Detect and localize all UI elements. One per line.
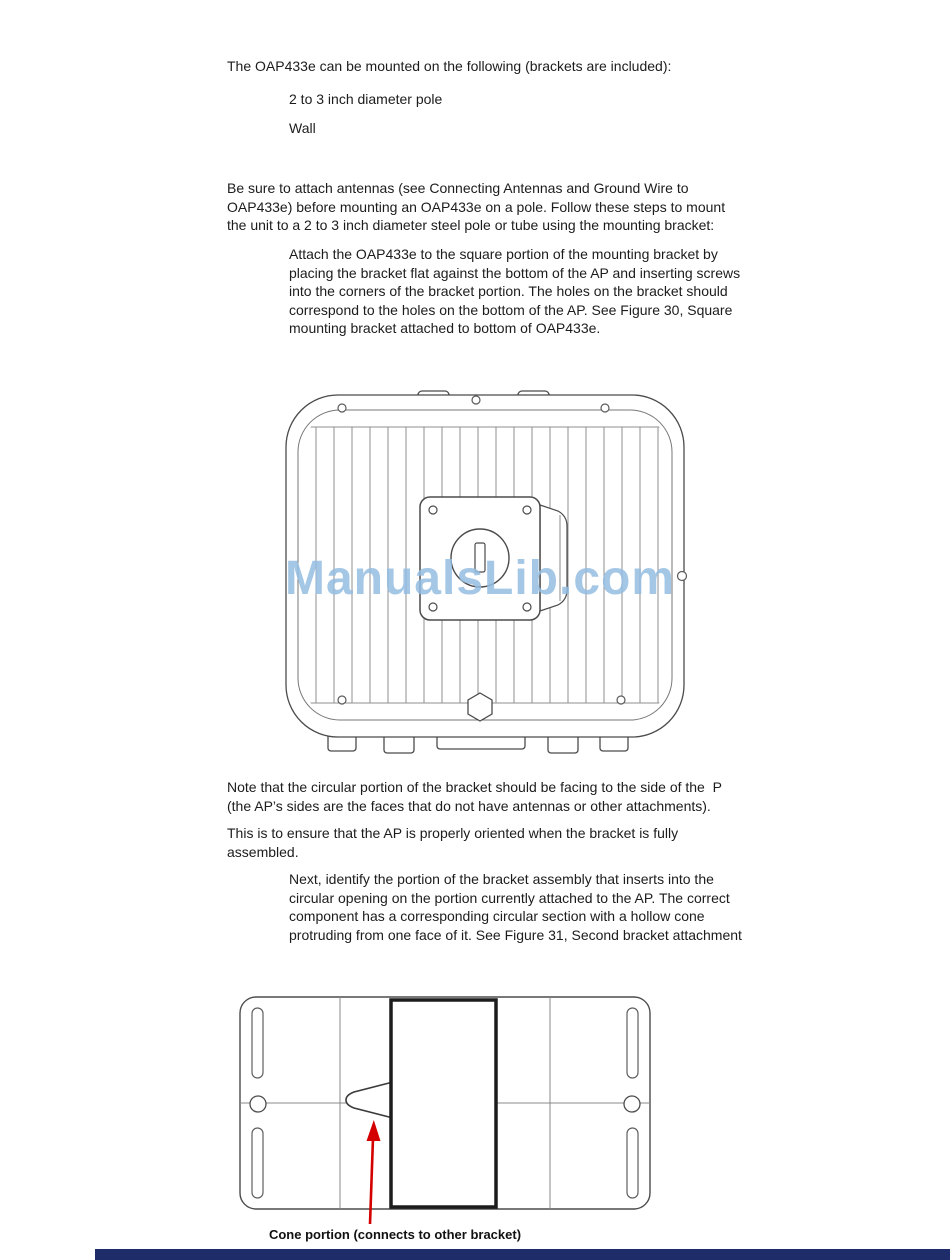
intro-text [227,57,671,76]
plate-screw-bl [429,603,437,611]
pivot-hole-left [250,1096,266,1112]
step-identify-bracket: Next, identify the portion of the bracket assembly that inserts into the circular opening on the portion currently attached to the AP. The correct component has a corresponding circular section with a hollow cone protruding from one face of it. See Figure 31, Second bracket attachment [289,871,742,943]
center-bracket-section [391,1000,496,1207]
manualslib-watermark: ManualsLib.com [284,552,676,605]
pivot-hole-right [624,1096,640,1112]
figure-30-square-bracket-diagram [270,385,700,760]
footer-accent-bar [95,1249,950,1260]
list-item-pole: 2 to 3 inch diameter pole [289,91,443,107]
hex-plug [468,693,492,721]
plate-screw-br [523,603,531,611]
intro-line: The OAP433e can be mounted on the following (brackets are included): [227,58,672,74]
bottom-foot-3 [548,735,578,753]
para-orientation: This is to ensure that the AP is properly oriented when the bracket is fully assembled. [227,825,679,860]
para-pole-mounting: Be sure to attach antennas (see Connecting Antennas and Ground Wire to OAP433e) before mounting an OAP433e on a pole. Follow these steps to mount the unit to a 2 to 3 inch diameter steel pole or tube using the mounting bracket: [227,180,726,234]
bracket-center-key [475,543,485,572]
list-item-wall: Wall [289,120,316,136]
square-mounting-plate [420,497,540,620]
plate-screw-tr [523,506,531,514]
plate-screw-tl [429,506,437,514]
figure-31-second-bracket-diagram [225,988,665,1233]
bottom-foot-2 [384,735,414,753]
step-attach-bracket: Attach the OAP433e to the square portion of the mounting bracket by placing the bracket flat against the bottom of the AP and inserting screws into the corners of the bracket portion. The holes on the bracket should correspond to the holes on the bottom of the AP. See Figure 30, Square mounting bracket attached to bottom of OAP433e. [289,246,741,337]
bracket-side-latch [540,505,567,611]
figure-31-caption: Cone portion (connects to other bracket) [268,1227,522,1242]
note-circular-portion: Note that the circular portion of the bracket should be facing to the side of the P (the AP’s sides are the faces that do not have antennas or other attachments). [227,779,722,814]
